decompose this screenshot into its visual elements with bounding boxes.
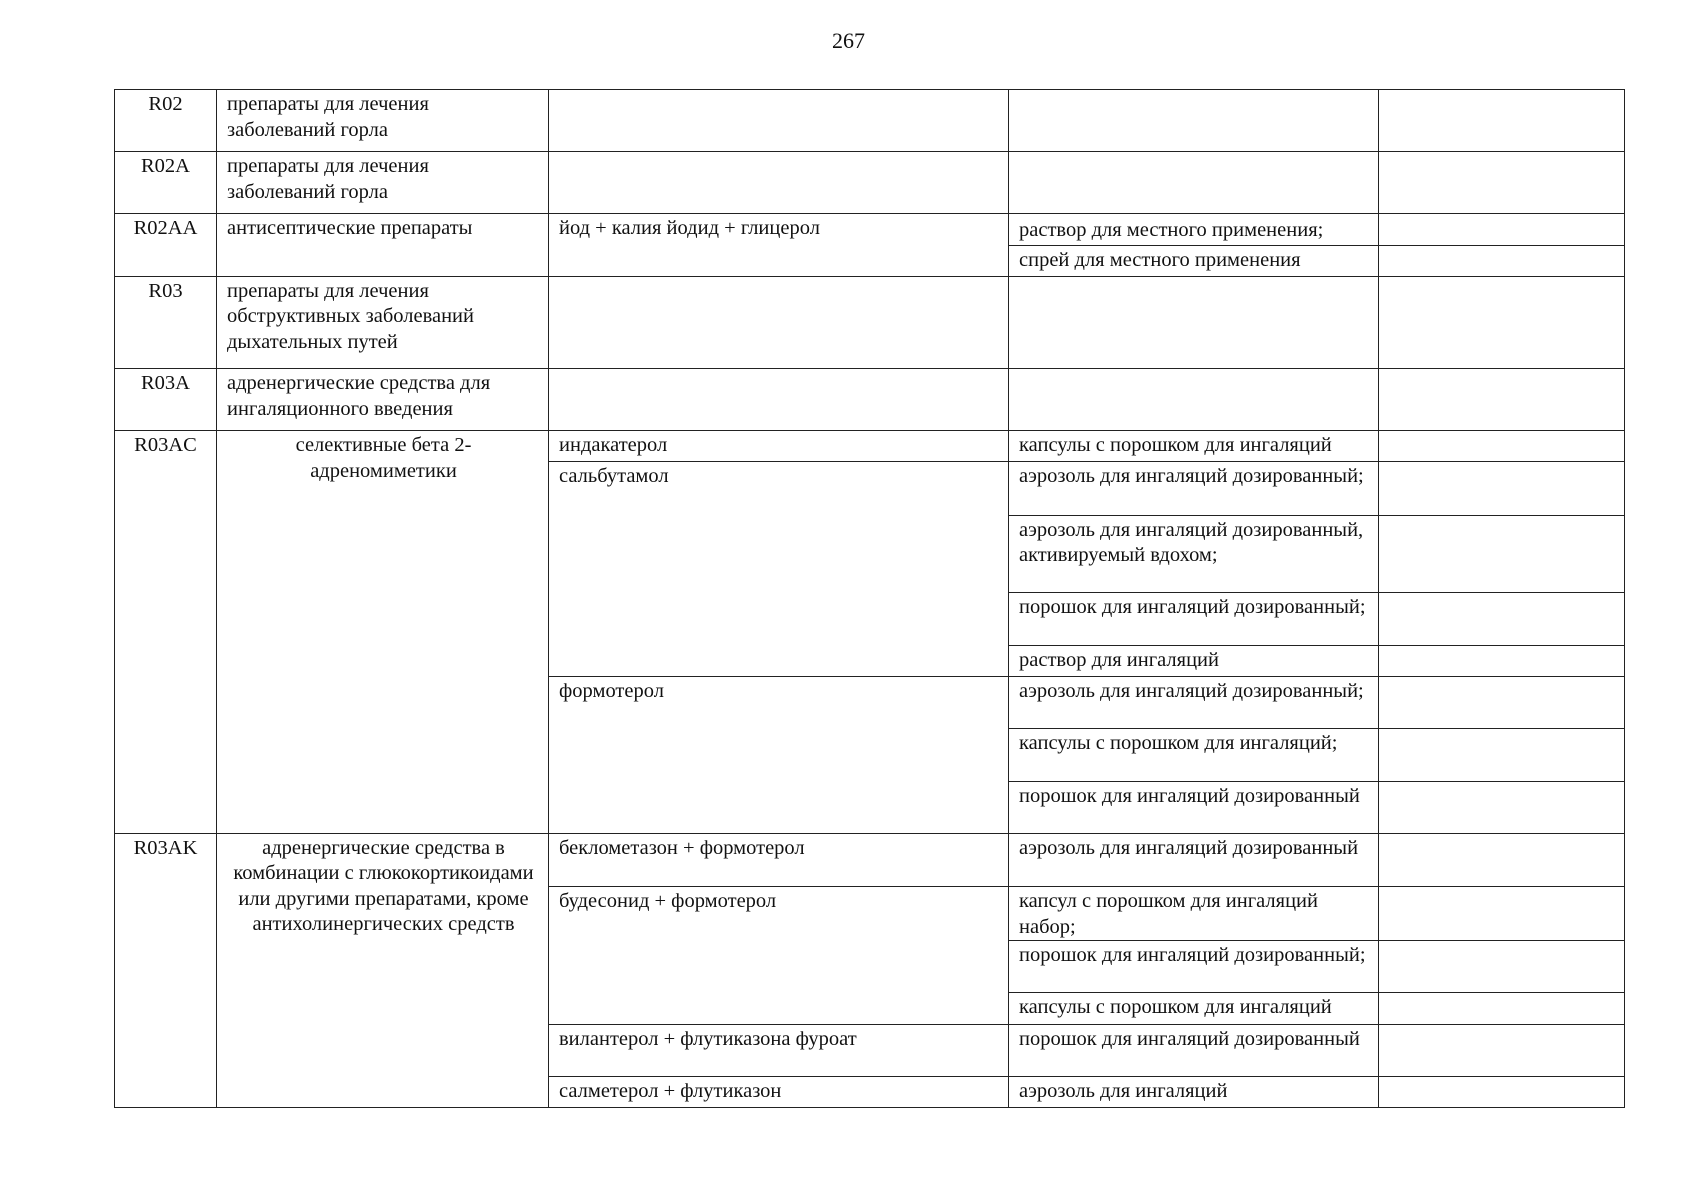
atc-code: R02A bbox=[115, 152, 217, 214]
extra-cell bbox=[1379, 993, 1625, 1024]
extra-cell bbox=[1379, 646, 1625, 677]
atc-code: R03AC bbox=[115, 431, 217, 834]
extra-cell bbox=[1379, 592, 1625, 645]
drug-name bbox=[549, 90, 1009, 152]
dosage-form: раствор для местного применения; bbox=[1009, 214, 1379, 245]
extra-cell bbox=[1379, 515, 1625, 592]
dosage-form: аэрозоль для ингаляций дозированный bbox=[1009, 833, 1379, 886]
extra-cell bbox=[1379, 781, 1625, 833]
table-row bbox=[115, 214, 1625, 245]
dosage-form bbox=[1009, 369, 1379, 431]
drug-name: формотерол bbox=[549, 677, 1009, 834]
table-row bbox=[115, 152, 1625, 214]
table-row bbox=[115, 276, 1625, 368]
group-name: препараты для лечения обструктивных заболеваний дыхательных путей bbox=[217, 276, 549, 368]
drug-name: вилантерол + флутиказона фуроат bbox=[549, 1024, 1009, 1076]
dosage-form: капсулы с порошком для ингаляций; bbox=[1009, 729, 1379, 781]
extra-cell bbox=[1379, 431, 1625, 462]
dosage-form: порошок для ингаляций дозированный bbox=[1009, 1024, 1379, 1076]
drug-name: будесонид + формотерол bbox=[549, 887, 1009, 1025]
dosage-form: аэрозоль для ингаляций дозированный, активируемый вдохом; bbox=[1009, 515, 1379, 592]
drug-name: йод + калия йодид + глицерол bbox=[549, 214, 1009, 276]
table-row bbox=[115, 90, 1625, 152]
extra-cell bbox=[1379, 677, 1625, 729]
table-row bbox=[115, 833, 1625, 886]
page-number: 267 bbox=[832, 28, 865, 53]
dosage-form: раствор для ингаляций bbox=[1009, 646, 1379, 677]
group-name: препараты для лечения заболеваний горла bbox=[217, 152, 549, 214]
dosage-form bbox=[1009, 90, 1379, 152]
dosage-form: порошок для ингаляций дозированный; bbox=[1009, 941, 1379, 993]
drug-name: салметерол + флутиказон bbox=[549, 1076, 1009, 1107]
extra-cell bbox=[1379, 729, 1625, 781]
atc-code: R03A bbox=[115, 369, 217, 431]
drug-name bbox=[549, 276, 1009, 368]
drug-name: сальбутамол bbox=[549, 462, 1009, 677]
extra-cell bbox=[1379, 833, 1625, 886]
drug-table bbox=[114, 89, 1625, 1108]
dosage-form bbox=[1009, 152, 1379, 214]
drug-name: индакатерол bbox=[549, 431, 1009, 462]
drug-name: беклометазон + формотерол bbox=[549, 833, 1009, 886]
dosage-form: капсул с порошком для ингаляций набор; bbox=[1009, 887, 1379, 941]
table-row bbox=[115, 369, 1625, 431]
extra-cell bbox=[1379, 462, 1625, 515]
extra-cell bbox=[1379, 887, 1625, 941]
extra-cell bbox=[1379, 369, 1625, 431]
drug-name bbox=[549, 152, 1009, 214]
dosage-form: спрей для местного применения bbox=[1009, 245, 1379, 276]
atc-code: R03 bbox=[115, 276, 217, 368]
extra-cell bbox=[1379, 941, 1625, 993]
extra-cell bbox=[1379, 214, 1625, 245]
extra-cell bbox=[1379, 245, 1625, 276]
dosage-form: аэрозоль для ингаляций дозированный; bbox=[1009, 677, 1379, 729]
dosage-form: порошок для ингаляций дозированный; bbox=[1009, 592, 1379, 645]
extra-cell bbox=[1379, 1076, 1625, 1107]
group-name: адренергические средства для ингаляционного введения bbox=[217, 369, 549, 431]
atc-code: R03AK bbox=[115, 833, 217, 1107]
group-name: адренергические средства в комбинации с глюкокортикоидами или другими препаратами, кроме антихолинергических средств bbox=[217, 833, 549, 1107]
atc-code: R02 bbox=[115, 90, 217, 152]
group-name: препараты для лечения заболеваний горла bbox=[217, 90, 549, 152]
dosage-form: аэрозоль для ингаляций bbox=[1009, 1076, 1379, 1107]
extra-cell bbox=[1379, 276, 1625, 368]
extra-cell bbox=[1379, 152, 1625, 214]
dosage-form: аэрозоль для ингаляций дозированный; bbox=[1009, 462, 1379, 515]
extra-cell bbox=[1379, 1024, 1625, 1076]
dosage-form bbox=[1009, 276, 1379, 368]
dosage-form: порошок для ингаляций дозированный bbox=[1009, 781, 1379, 833]
group-name: антисептические препараты bbox=[217, 214, 549, 276]
extra-cell bbox=[1379, 90, 1625, 152]
dosage-form: капсулы с порошком для ингаляций bbox=[1009, 993, 1379, 1024]
table-row bbox=[115, 431, 1625, 462]
group-name: селективные бета 2-адреномиметики bbox=[217, 431, 549, 834]
dosage-form: капсулы с порошком для ингаляций bbox=[1009, 431, 1379, 462]
drug-name bbox=[549, 369, 1009, 431]
atc-code: R02AA bbox=[115, 214, 217, 276]
